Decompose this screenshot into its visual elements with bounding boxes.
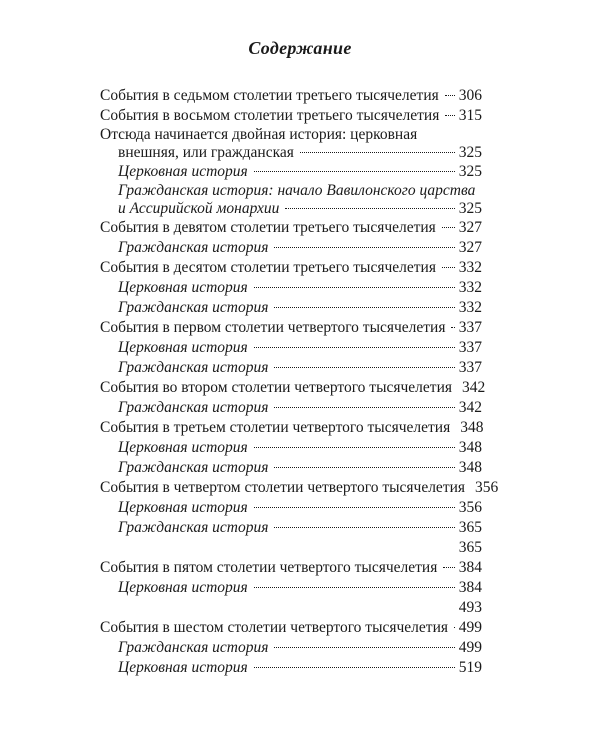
dot-leader [274,407,454,408]
toc-subentry [100,518,482,538]
dot-leader [254,507,455,508]
dot-leader [254,447,455,448]
dot-leader [445,95,455,96]
toc-entry-label-line1: Отсюда начинается двойная история: церковная [100,126,418,143]
toc-subentry [100,658,482,678]
toc-entry-page: 499 [458,619,482,636]
toc-entry-label: Церковная история [118,339,248,356]
toc-entry-label-line2: и Ассирийской монархии [118,200,280,217]
toc-entry [100,378,486,398]
toc-entry-label: Церковная история [118,659,248,676]
toc-entry-page: 327 [458,219,482,236]
toc-entry-page: 315 [458,107,482,124]
toc-subentry [100,458,482,478]
toc-entry-page: 325 [458,200,482,217]
toc-entry-page: 348 [460,419,484,436]
toc-entry-label: События во втором столетии четвертого тысячелетия [100,379,452,396]
toc-entry-page: 337 [458,339,482,356]
toc-entry-page: 306 [458,87,482,104]
toc-entry [100,478,499,498]
toc-subentry [100,278,482,298]
toc-entry-page: 337 [458,319,482,336]
toc-entry-page: 348 [458,459,482,476]
toc-subentry [100,578,482,598]
dot-leader [285,208,454,209]
toc-entry [100,258,482,278]
toc-entry-label-line2: внешняя, или гражданская [118,144,294,161]
toc-entry-label: События в седьмом столетии третьего тысячелетия [100,87,439,104]
page-title: Содержание [248,38,352,58]
toc-entry-label: События в четвертом столетии четвертого тысячелетия [100,479,466,496]
dot-leader [451,327,454,328]
toc-subentry [100,598,482,618]
toc-entry-page: 519 [458,659,482,676]
toc-entry-page: 356 [458,499,482,516]
toc-entry-page: 365 [458,539,482,556]
toc-entry-label: Церковная история [118,499,248,516]
toc-entry [100,318,482,338]
toc-entry-label: События в восьмом столетии третьего тысячелетия [100,107,440,124]
dot-leader [445,115,454,116]
toc-entry-page: 348 [458,439,482,456]
dot-leader [274,647,454,648]
toc-entry-page: 332 [458,279,482,296]
toc-entry-label: Гражданская история [118,299,269,316]
toc-subentry [100,238,482,258]
dot-leader [274,307,454,308]
toc-entry-label: События в пятом столетии четвертого тысячелетия [100,559,438,576]
toc-entry-page: 325 [458,163,482,180]
dot-leader [124,547,455,548]
dot-leader [254,171,455,172]
toc-entry-label: Церковная история [118,279,248,296]
toc-entry [100,86,482,106]
toc-subentry [100,182,482,218]
dot-leader [254,347,455,348]
toc-entry-page: 332 [458,259,482,276]
toc-entry-label: События в девятом столетии третьего тысячелетия [100,219,436,236]
toc-entry-page: 342 [458,399,482,416]
toc-entry-label: Гражданская история [118,639,269,656]
toc-entry-page: 384 [458,579,482,596]
dot-leader [274,247,454,248]
toc-subentry [100,398,482,418]
dot-leader [274,527,454,528]
toc-subentry [100,538,482,558]
toc-entry-label: События в шестом столетии четвертого тысячелетия [100,619,448,636]
toc-entry-label: Гражданская история [118,519,269,536]
toc-entry-page: 332 [458,299,482,316]
toc-entry-label: Гражданская история [118,359,269,376]
dot-leader [274,367,454,368]
toc-subentry [100,358,482,378]
toc-subentry [100,498,482,518]
toc-entry-page: 365 [458,519,482,536]
dot-leader [254,287,455,288]
toc-entry-page: 327 [458,239,482,256]
toc-entry [100,418,482,438]
dot-leader [254,587,455,588]
toc-entry-label: События в третьем столетии четвертого тысячелетия [100,419,451,436]
toc-entry-page: 325 [458,144,482,161]
toc-entry-label: Церковная история [118,439,248,456]
toc-subentry [100,338,482,358]
dot-leader [442,267,455,268]
toc-entry [100,618,482,638]
toc-entry-label: События в первом столетии четвертого тысячелетия [100,319,446,336]
toc-subentry [100,298,482,318]
toc-entry-page: 356 [475,479,499,496]
dot-leader [124,607,455,608]
toc-entry-label: Церковная история [118,579,248,596]
dot-leader [300,152,455,153]
dot-leader [254,667,455,668]
toc-entry [100,126,482,162]
toc-entry-label-line1: Гражданская история: начало Вавилонского царства [118,182,476,199]
toc-entry-label: Церковная история [118,163,248,180]
toc-entry [100,106,482,126]
table-of-contents [100,86,499,678]
toc-subentry [100,638,482,658]
toc-entry-label: Гражданская история [118,459,269,476]
dot-leader [443,567,454,568]
dot-leader [442,227,455,228]
toc-entry-label: Гражданская история [118,399,269,416]
toc-entry [100,558,482,578]
toc-entry-label: События в десятом столетии третьего тысячелетия [100,259,436,276]
toc-subentry [100,162,482,182]
toc-entry-page: 342 [462,379,486,396]
toc-entry-page: 337 [458,359,482,376]
dot-leader [454,627,455,628]
toc-entry [100,218,482,238]
toc-entry-label: Гражданская история [118,239,269,256]
dot-leader [274,467,454,468]
toc-entry-page: 493 [458,599,482,616]
toc-subentry [100,438,482,458]
toc-entry-page: 499 [458,639,482,656]
toc-entry-page: 384 [458,559,482,576]
